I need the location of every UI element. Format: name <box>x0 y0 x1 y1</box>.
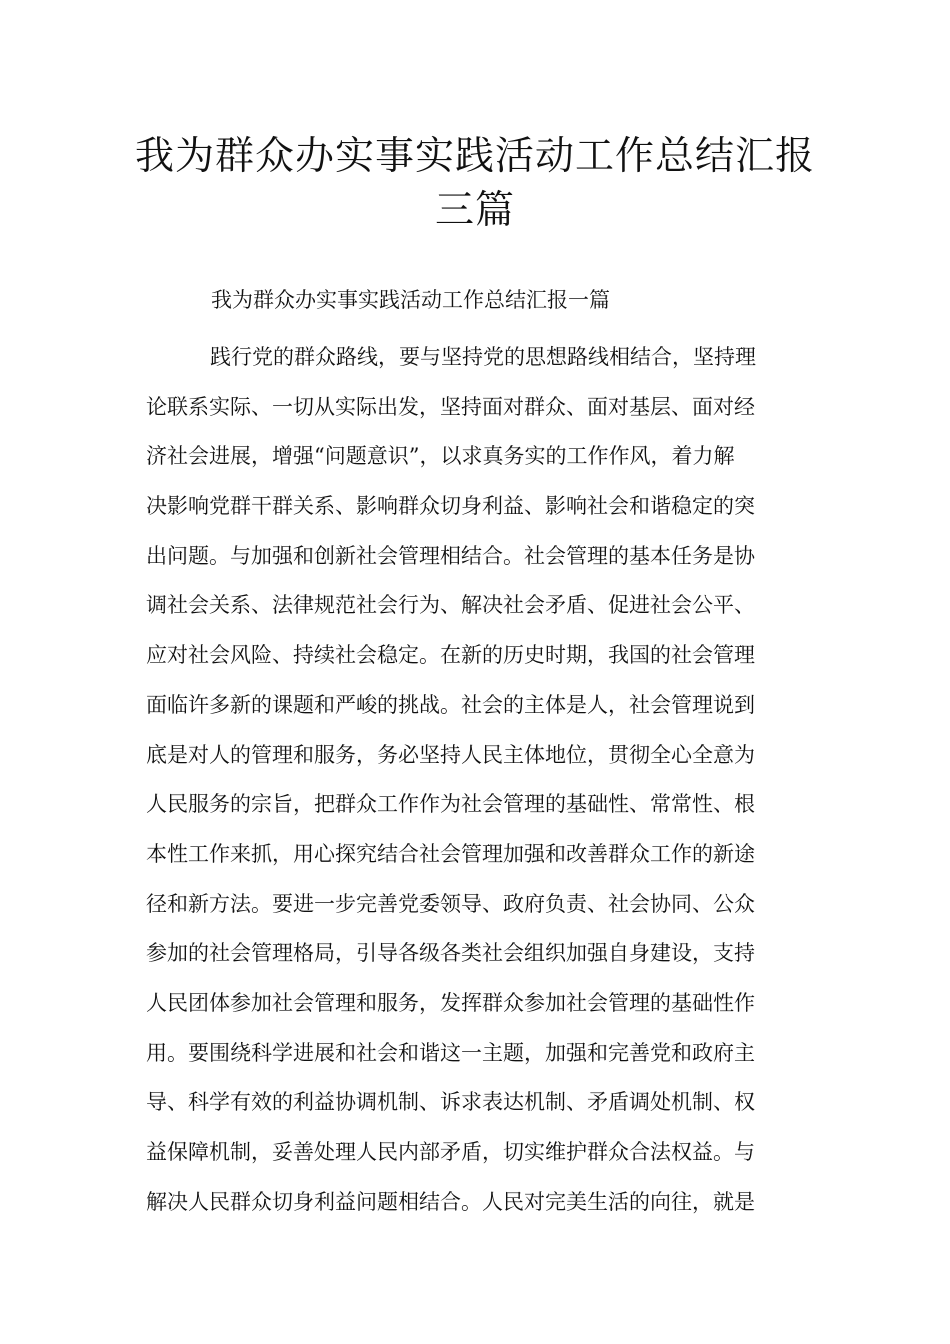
text-line: 调社会关系、法律规范社会行为、解决社会矛盾、促进社会公平、 <box>146 593 755 618</box>
text-line: 面临许多新的课题和严峻的挑战。社会的主体是人，社会管理说到 <box>146 692 755 717</box>
text-line: 参加的社会管理格局，引导各级各类社会组织加强自身建设，支持 <box>146 941 755 966</box>
title-line-2: 三篇 <box>434 188 515 233</box>
text-line: 践行党的群众路线，要与坚持党的思想路线相结合，坚持理 <box>210 345 756 369</box>
text-line: 底是对人的管理和服务，务必坚持人民主体地位，贯彻全心全意为 <box>146 742 755 767</box>
text-line: 决影响党群干群关系、影响群众切身利益、影响社会和谐稳定的突 <box>146 494 755 519</box>
text-line: 本性工作来抓，用心探究结合社会管理加强和改善群众工作的新途 <box>146 841 755 866</box>
text-line: 应对社会风险、持续社会稳定。在新的历史时期，我国的社会管理 <box>146 643 755 668</box>
text-line: 论联系实际、一切从实际出发，坚持面对群众、面对基层、面对经 <box>146 394 755 419</box>
text-line: 径和新方法。要进一步完善党委领导、政府负责、社会协同、公众 <box>146 891 755 916</box>
text-line: 济社会进展，增强“问题意识”，以求真务实的工作作风，着力解 <box>146 444 735 469</box>
text-line: 用。要围绕科学进展和社会和谐这一主题，加强和完善党和政府主 <box>146 1040 755 1065</box>
text-line: 出问题。与加强和创新社会管理相结合。社会管理的基本任务是协 <box>146 543 755 568</box>
text-line: 解决人民群众切身利益问题相结合。人民对完美生活的向往，就是 <box>146 1189 755 1214</box>
document-title <box>120 130 830 238</box>
text-line: 益保障机制，妥善处理人民内部矛盾，切实维护群众合法权益。与 <box>146 1140 755 1164</box>
title-line-1: 我为群众办实事实践活动工作总结汇报 <box>134 134 815 179</box>
text-line: 人民服务的宗旨，把群众工作作为社会管理的基础性、常常性、根 <box>146 792 755 817</box>
text-line: 导、科学有效的利益协调机制、诉求表达机制、矛盾调处机制、权 <box>146 1090 755 1115</box>
body-paragraph <box>146 333 806 1227</box>
section-heading: 我为群众办实事实践活动工作总结汇报一篇 <box>211 288 610 312</box>
text-line: 人民团体参加社会管理和服务，发挥群众参加社会管理的基础性作 <box>146 990 755 1015</box>
